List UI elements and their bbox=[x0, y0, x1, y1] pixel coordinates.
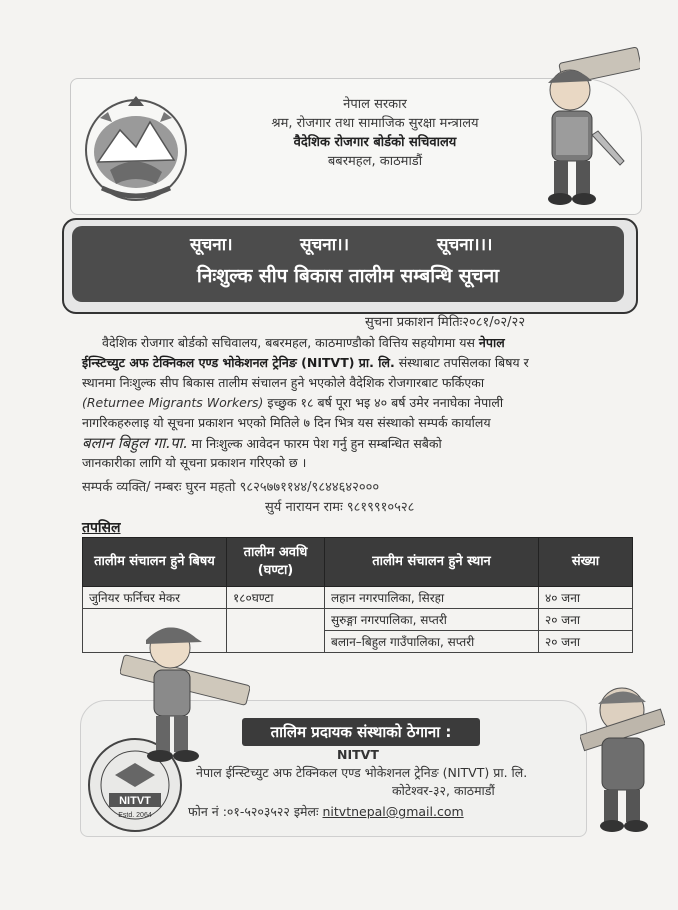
boy-carrying-plank-icon bbox=[120, 610, 250, 780]
svg-text:NITVT: NITVT bbox=[119, 795, 151, 807]
carpenter-mascot-icon bbox=[520, 45, 640, 215]
body-line-6: बलान बिहुल गा.पा. मा निःशुल्क आवेदन फारम पेश गर्नु हुन सम्बन्धित सबैको bbox=[82, 434, 442, 452]
body-line-3: स्थानमा निःशुल्क सीप बिकास तालीम संचालन हुने भएकोले वैदेशिक रोजगारबाट फर्किएका bbox=[82, 375, 485, 390]
header-text bbox=[240, 95, 510, 171]
header-place: तालीम संचालन हुने स्थान bbox=[325, 538, 539, 587]
header-count: संख्या bbox=[539, 538, 633, 587]
body-line-5: नागरिकहरुलाइ यो सूचना प्रकाशन भएको मितिले ७ दिन भित्र यस संस्थाको सम्पर्क कार्यालय bbox=[82, 415, 491, 430]
contact-label: सम्पर्क व्यक्ति/ नम्बरः bbox=[82, 480, 182, 495]
contact-line-1 bbox=[82, 477, 379, 495]
cell-place: सुरुङ्गा नगरपालिका, सप्तरी bbox=[325, 609, 539, 631]
body-line-2: ईन्स्टिच्युट अफ टेक्निकल एण्ड भोकेशनल ट्रेनिङ (NITVT) प्रा. लि. संस्थाबाट तपसिलका बिषय र bbox=[82, 355, 529, 370]
footer-address: कोटेश्वर-३२, काठमाडौं bbox=[392, 783, 495, 798]
body-line-7: जानकारीका लागि यो सूचना प्रकाशन गरिएको छ । bbox=[82, 455, 307, 470]
header-duration: तालीम अवधि (घण्टा) bbox=[227, 538, 325, 587]
ministry-name: श्रम, रोजगार तथा सामाजिक सुरक्षा मन्त्रालय bbox=[271, 116, 479, 131]
table-row bbox=[83, 587, 633, 609]
cell-place: बलान–बिहुल गाउँपालिका, सप्तरी bbox=[325, 631, 539, 653]
cell-count: ४० जना bbox=[539, 587, 633, 609]
footer-contact bbox=[188, 803, 464, 820]
notice-label-1: सूचना। bbox=[190, 235, 233, 255]
footer-org-full: नेपाल ईन्स्टिच्युट अफ टेक्निकल एण्ड भोकेशनल ट्रेनिङ (NITVT) प्रा. लि. bbox=[196, 765, 528, 780]
cell-subject: जुनियर फर्निचर मेकर bbox=[83, 587, 227, 609]
contact-person-2: सुर्य नारायन रामः ९८१९९१०५२८ bbox=[265, 500, 415, 515]
handwritten-office: बलान बिहुल गा.पा. bbox=[82, 434, 188, 452]
nepal-emblem-icon bbox=[80, 92, 192, 204]
svg-text:Estd. 2064: Estd. 2064 bbox=[118, 812, 152, 819]
body-line-1: वैदेशिक रोजगार बोर्डको सचिवालय, बबरमहल, काठमाण्डौको वित्तिय सहयोगमा यस नेपाल bbox=[102, 335, 505, 350]
gov-name: नेपाल सरकार bbox=[343, 97, 407, 112]
notice-label-2: सूचना।। bbox=[300, 235, 350, 255]
contact-person-1: घुरन महतो ९८२५७७११४४/९८४४६४२००० bbox=[185, 480, 380, 495]
table-header-row bbox=[83, 538, 633, 587]
header-subject: तालीम संचालन हुने बिषय bbox=[83, 538, 227, 587]
cell-count: २० जना bbox=[539, 609, 633, 631]
email-link[interactable]: nitvtnepal@gmail.com bbox=[322, 804, 464, 819]
body-line-4: (Returnee Migrants Workers) इच्छुक १८ बर्ष पूरा भइ ४० बर्ष उमेर ननाघेका नेपाली bbox=[82, 395, 504, 410]
table-caption: तपसिल bbox=[82, 520, 121, 536]
footer-org-short: NITVT bbox=[337, 747, 379, 762]
worker-with-plank-icon bbox=[580, 670, 665, 835]
cell-count: २० जना bbox=[539, 631, 633, 653]
cell-place: लहान नगरपालिका, सिरहा bbox=[325, 587, 539, 609]
banner-notices bbox=[72, 232, 624, 258]
cell-duration: १८०घण्टा bbox=[227, 587, 325, 609]
notice-label-3: सूचना।।। bbox=[437, 235, 493, 255]
footer-title: तालिम प्रदायक संस्थाको ठेगाना : bbox=[242, 718, 480, 746]
publish-date: सुचना प्रकाशन मितिः२०८१/०२/२२ bbox=[365, 315, 526, 330]
footer-phone: फोन नं :०१-५२०३५२२ इमेलः bbox=[188, 804, 319, 819]
board-name: वैदेशिक रोजगार बोर्डको सचिवालय bbox=[293, 135, 457, 150]
banner-title: निःशुल्क सीप बिकास तालीम सम्बन्धि सूचना bbox=[196, 265, 500, 287]
board-address: बबरमहल, काठमाडौं bbox=[327, 154, 423, 169]
